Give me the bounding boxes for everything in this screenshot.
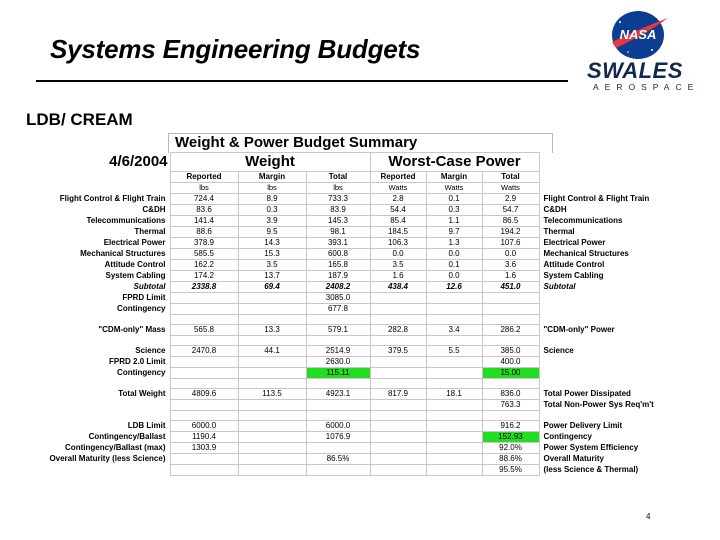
data-cell: 86.5% <box>306 454 370 465</box>
data-cell: 0.0 <box>370 249 426 260</box>
empty-cell <box>170 315 238 325</box>
data-cell: 438.4 <box>370 282 426 293</box>
data-cell: 152.93 <box>482 432 539 443</box>
row-label: FPRD Limit <box>122 293 166 302</box>
data-cell <box>370 465 426 476</box>
data-cell <box>482 293 539 304</box>
data-cell <box>426 368 482 379</box>
row-note: (less Science & Thermal) <box>543 465 639 474</box>
data-cell: 1190.4 <box>170 432 238 443</box>
empty-cell <box>306 379 370 389</box>
data-cell: 12.6 <box>426 282 482 293</box>
data-cell <box>370 454 426 465</box>
data-cell: 54.4 <box>370 205 426 216</box>
data-cell: 13.7 <box>238 271 306 282</box>
data-cell: 393.1 <box>306 238 370 249</box>
row-note: Power System Efficiency <box>543 443 639 452</box>
data-cell: 378.9 <box>170 238 238 249</box>
data-cell: 1303.9 <box>170 443 238 454</box>
table-row <box>24 346 694 357</box>
empty-cell <box>24 336 170 346</box>
row-label: Subtotal <box>133 282 166 291</box>
table-row <box>24 216 694 227</box>
data-cell <box>170 293 238 304</box>
data-cell: 9.7 <box>426 227 482 238</box>
data-cell <box>238 357 306 368</box>
row-note: "CDM-only" Power <box>543 325 615 334</box>
row-label: Overall Maturity (less Science) <box>49 454 166 463</box>
data-cell <box>370 293 426 304</box>
data-cell: 162.2 <box>170 260 238 271</box>
unit-label: Watts <box>426 183 482 194</box>
data-cell: 44.1 <box>238 346 306 357</box>
row-label: Total Weight <box>118 389 166 398</box>
unit-label: Watts <box>482 183 539 194</box>
empty-cell <box>370 315 426 325</box>
data-cell <box>370 304 426 315</box>
empty-cell <box>539 411 694 421</box>
column-header: Reported <box>170 172 238 183</box>
data-cell: 3.9 <box>238 216 306 227</box>
row-label: Thermal <box>134 227 166 236</box>
data-cell: 86.5 <box>482 216 539 227</box>
row-note: Telecommunications <box>543 216 623 225</box>
data-cell <box>426 465 482 476</box>
data-cell: 184.5 <box>370 227 426 238</box>
header-spacer <box>539 172 694 183</box>
data-cell: 286.2 <box>482 325 539 336</box>
data-cell <box>238 465 306 476</box>
data-cell: 2470.8 <box>170 346 238 357</box>
row-label: "CDM-only" Mass <box>98 325 166 334</box>
data-cell: 3085.0 <box>306 293 370 304</box>
data-cell: 3.5 <box>238 260 306 271</box>
empty-cell <box>426 411 482 421</box>
row-note: Contingency <box>543 432 592 441</box>
data-cell <box>306 443 370 454</box>
company-subtitle: AEROSPACE <box>593 82 700 92</box>
data-cell: 1.1 <box>426 216 482 227</box>
data-cell: 400.0 <box>482 357 539 368</box>
data-cell: 88.6 <box>170 227 238 238</box>
data-cell <box>238 304 306 315</box>
data-cell <box>426 454 482 465</box>
data-cell: 88.6% <box>482 454 539 465</box>
data-cell: 0.1 <box>426 260 482 271</box>
column-header: Total <box>306 172 370 183</box>
company-name: SWALES <box>587 58 683 83</box>
data-cell: 145.3 <box>306 216 370 227</box>
data-cell: 836.0 <box>482 389 539 400</box>
data-cell: 83.6 <box>170 205 238 216</box>
data-cell: 13.3 <box>238 325 306 336</box>
empty-cell <box>482 411 539 421</box>
data-cell: 1076.9 <box>306 432 370 443</box>
data-cell: 2408.2 <box>306 282 370 293</box>
data-cell: 0.0 <box>426 249 482 260</box>
data-cell: 733.3 <box>306 194 370 205</box>
data-cell: 0.3 <box>238 205 306 216</box>
data-cell <box>238 443 306 454</box>
data-cell: 15.3 <box>238 249 306 260</box>
data-cell <box>426 357 482 368</box>
summary-title: Weight & Power Budget Summary <box>168 133 553 153</box>
data-cell: 3.5 <box>370 260 426 271</box>
row-note: Science <box>543 346 574 355</box>
data-cell: 5.5 <box>426 346 482 357</box>
data-cell <box>426 421 482 432</box>
report-date: 4/6/2004 <box>109 153 168 170</box>
row-label: Contingency <box>117 368 166 377</box>
data-cell <box>370 443 426 454</box>
table-row <box>24 400 694 411</box>
data-cell: 763.3 <box>482 400 539 411</box>
data-cell <box>370 357 426 368</box>
empty-cell <box>238 336 306 346</box>
data-cell: 187.9 <box>306 271 370 282</box>
data-cell <box>306 400 370 411</box>
nasa-logo-text: NASA <box>619 27 657 42</box>
row-label: Science <box>135 346 166 355</box>
header-spacer <box>24 172 170 183</box>
empty-cell <box>170 411 238 421</box>
data-cell: 3.6 <box>482 260 539 271</box>
empty-cell <box>482 379 539 389</box>
row-label: Contingency <box>117 304 166 313</box>
row-note: Flight Control & Flight Train <box>543 194 650 203</box>
data-cell <box>370 432 426 443</box>
data-cell: 2.9 <box>482 194 539 205</box>
empty-cell <box>170 379 238 389</box>
data-cell: 18.1 <box>426 389 482 400</box>
data-cell: 2.8 <box>370 194 426 205</box>
column-header: Total <box>482 172 539 183</box>
data-cell: 6000.0 <box>306 421 370 432</box>
page-number: 4 <box>646 512 651 521</box>
data-cell <box>170 357 238 368</box>
row-note: Thermal <box>543 227 575 236</box>
empty-cell <box>24 379 170 389</box>
data-cell: 141.4 <box>170 216 238 227</box>
row-label: Contingency/Ballast (max) <box>65 443 166 452</box>
column-header: Reported <box>370 172 426 183</box>
data-cell <box>370 368 426 379</box>
data-cell: 92.0% <box>482 443 539 454</box>
empty-cell <box>306 315 370 325</box>
budget-table <box>24 152 694 476</box>
data-cell <box>426 304 482 315</box>
data-cell: 724.4 <box>170 194 238 205</box>
data-cell: 0.0 <box>482 249 539 260</box>
empty-cell <box>370 336 426 346</box>
data-cell: 15.00 <box>482 368 539 379</box>
spacer-row <box>24 411 694 421</box>
row-note: C&DH <box>543 205 567 214</box>
data-cell: 4923.1 <box>306 389 370 400</box>
data-cell: 8.9 <box>238 194 306 205</box>
table-row <box>24 249 694 260</box>
data-cell: 9.5 <box>238 227 306 238</box>
data-cell: 282.8 <box>370 325 426 336</box>
table-row <box>24 227 694 238</box>
slide-title: Systems Engineering Budgets <box>50 34 421 64</box>
row-label: Attitude Control <box>104 260 166 269</box>
data-cell: 1.6 <box>482 271 539 282</box>
data-cell: 85.4 <box>370 216 426 227</box>
empty-cell <box>24 411 170 421</box>
table-row <box>24 260 694 271</box>
empty-cell <box>426 379 482 389</box>
data-cell <box>170 304 238 315</box>
data-cell: 916.2 <box>482 421 539 432</box>
data-cell: 0.1 <box>426 194 482 205</box>
table-row <box>24 205 694 216</box>
empty-cell <box>306 411 370 421</box>
spacer-row <box>24 315 694 325</box>
table-row <box>24 325 694 336</box>
data-cell: 379.5 <box>370 346 426 357</box>
data-cell <box>170 368 238 379</box>
row-note: Electrical Power <box>543 238 606 247</box>
header-spacer <box>539 183 694 194</box>
data-cell: 585.5 <box>170 249 238 260</box>
row-label: Flight Control & Flight Train <box>59 194 166 203</box>
empty-cell <box>370 379 426 389</box>
table-row <box>24 454 694 465</box>
data-cell: 69.4 <box>238 282 306 293</box>
row-label: System Cabling <box>105 271 166 280</box>
data-cell <box>370 421 426 432</box>
units-row <box>24 183 694 194</box>
data-cell: 2514.9 <box>306 346 370 357</box>
table-row <box>24 368 694 379</box>
data-cell: 0.3 <box>426 205 482 216</box>
data-cell <box>170 465 238 476</box>
data-cell <box>482 304 539 315</box>
data-cell <box>426 443 482 454</box>
data-cell: 2630.0 <box>306 357 370 368</box>
unit-label: Watts <box>370 183 426 194</box>
row-label: LDB Limit <box>127 421 166 430</box>
row-note: Attitude Control <box>543 260 605 269</box>
data-cell: 4809.6 <box>170 389 238 400</box>
row-note: Mechanical Structures <box>543 249 629 258</box>
table-row <box>24 465 694 476</box>
nasa-logo <box>606 8 670 62</box>
data-cell: 115.11 <box>306 368 370 379</box>
row-note: Subtotal <box>543 282 576 291</box>
empty-cell <box>306 336 370 346</box>
data-cell: 579.1 <box>306 325 370 336</box>
table-row <box>24 443 694 454</box>
header-spacer <box>539 153 694 172</box>
row-label: C&DH <box>142 205 166 214</box>
data-cell: 165.8 <box>306 260 370 271</box>
spacer-row <box>24 336 694 346</box>
data-cell <box>306 465 370 476</box>
data-cell: 600.8 <box>306 249 370 260</box>
empty-cell <box>24 315 170 325</box>
empty-cell <box>170 336 238 346</box>
data-cell <box>426 293 482 304</box>
data-cell: 174.2 <box>170 271 238 282</box>
data-cell: 451.0 <box>482 282 539 293</box>
row-label: Electrical Power <box>103 238 166 247</box>
title-divider <box>36 80 568 82</box>
header-spacer <box>24 183 170 194</box>
unit-label: lbs <box>238 183 306 194</box>
data-cell: 1.3 <box>426 238 482 249</box>
data-cell: 2338.8 <box>170 282 238 293</box>
empty-cell <box>539 379 694 389</box>
data-cell: 54.7 <box>482 205 539 216</box>
data-cell <box>238 400 306 411</box>
row-note <box>539 368 694 379</box>
empty-cell <box>426 336 482 346</box>
data-cell <box>170 454 238 465</box>
data-cell <box>426 400 482 411</box>
power-group-title: Worst-Case Power <box>370 153 539 172</box>
table-row <box>24 389 694 400</box>
data-cell: 83.9 <box>306 205 370 216</box>
row-note: System Cabling <box>543 271 604 280</box>
data-cell: 194.2 <box>482 227 539 238</box>
data-cell: 113.5 <box>238 389 306 400</box>
empty-cell <box>238 379 306 389</box>
data-cell: 565.8 <box>170 325 238 336</box>
empty-cell <box>482 336 539 346</box>
data-cell <box>238 432 306 443</box>
data-cell: 14.3 <box>238 238 306 249</box>
subtitle: LDB/ CREAM <box>26 110 133 129</box>
table-row <box>24 432 694 443</box>
data-cell <box>370 400 426 411</box>
table-row <box>24 194 694 205</box>
data-cell <box>238 421 306 432</box>
table-row <box>24 304 694 315</box>
data-cell <box>238 454 306 465</box>
empty-cell <box>238 411 306 421</box>
unit-label: lbs <box>170 183 238 194</box>
row-note <box>539 357 694 368</box>
row-label: Contingency/Ballast <box>88 432 166 441</box>
table-row <box>24 282 694 293</box>
data-cell <box>426 432 482 443</box>
data-cell: 817.9 <box>370 389 426 400</box>
empty-cell <box>539 336 694 346</box>
row-label: Mechanical Structures <box>80 249 166 258</box>
unit-label: lbs <box>306 183 370 194</box>
empty-cell <box>482 315 539 325</box>
data-cell: 677.8 <box>306 304 370 315</box>
row-note <box>539 293 694 304</box>
data-cell: 98.1 <box>306 227 370 238</box>
row-note: Total Power Dissipated <box>543 389 631 398</box>
empty-cell <box>370 411 426 421</box>
row-note: Power Delivery Limit <box>543 421 623 430</box>
data-cell: 385.0 <box>482 346 539 357</box>
row-note: Total Non-Power Sys Req'm't <box>543 400 654 409</box>
table-row <box>24 293 694 304</box>
table-row <box>24 271 694 282</box>
spacer-row <box>24 379 694 389</box>
data-cell: 6000.0 <box>170 421 238 432</box>
data-cell <box>170 400 238 411</box>
data-cell: 107.6 <box>482 238 539 249</box>
data-cell: 95.5% <box>482 465 539 476</box>
empty-cell <box>539 315 694 325</box>
table-row <box>24 238 694 249</box>
empty-cell <box>238 315 306 325</box>
weight-group-title: Weight <box>170 153 370 172</box>
table-row <box>24 357 694 368</box>
row-note: Overall Maturity <box>543 454 604 463</box>
column-header-row <box>24 172 694 183</box>
row-label <box>24 465 170 476</box>
column-header: Margin <box>426 172 482 183</box>
data-cell: 0.0 <box>426 271 482 282</box>
data-cell <box>238 368 306 379</box>
row-label: Telecommunications <box>86 216 166 225</box>
data-cell <box>238 293 306 304</box>
row-label: FPRD 2.0 Limit <box>109 357 166 366</box>
column-header: Margin <box>238 172 306 183</box>
row-label <box>24 400 170 411</box>
table-row <box>24 421 694 432</box>
empty-cell <box>426 315 482 325</box>
data-cell: 106.3 <box>370 238 426 249</box>
row-note <box>539 304 694 315</box>
data-cell: 3.4 <box>426 325 482 336</box>
group-header-row <box>24 153 694 172</box>
swales-logo <box>583 58 700 98</box>
data-cell: 1.6 <box>370 271 426 282</box>
